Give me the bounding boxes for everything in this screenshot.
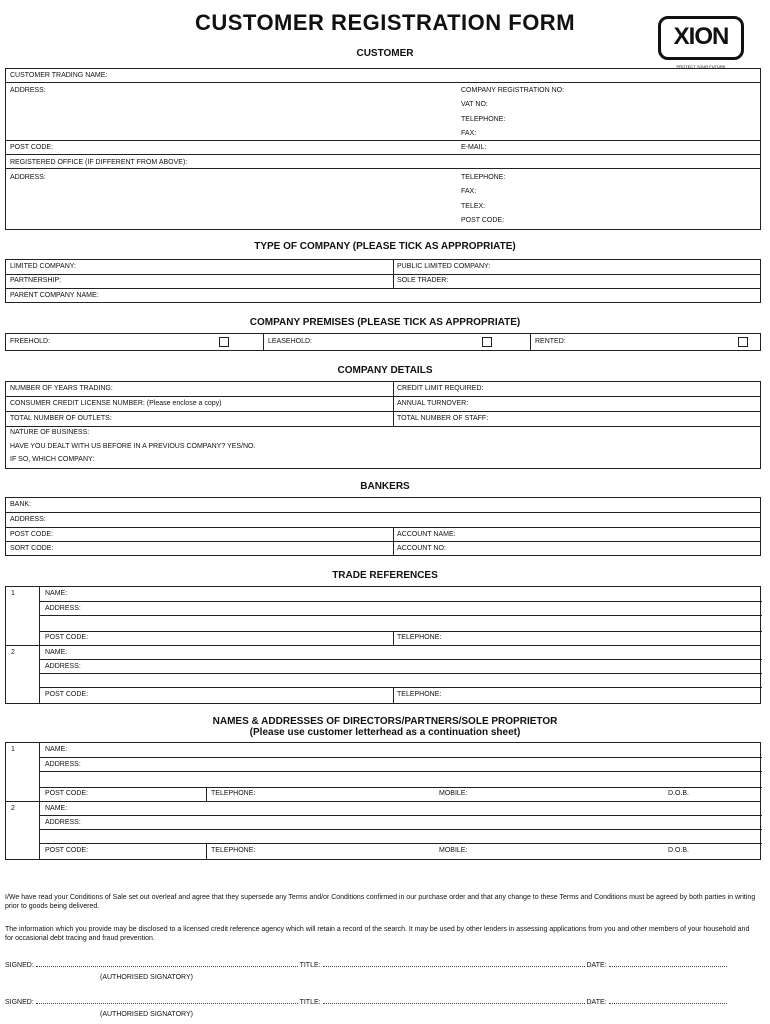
details-section-title: COMPANY DETAILS <box>337 365 433 376</box>
director-2-number: 2 <box>11 805 15 812</box>
directors-section-title: NAMES & ADDRESSES OF DIRECTORS/PARTNERS/SOLE PROPRIETOR <box>212 716 558 727</box>
trading-name-field[interactable]: CUSTOMER TRADING NAME: <box>10 72 108 79</box>
reference-2-telephone-field[interactable]: TELEPHONE: <box>397 691 442 698</box>
registered-fax-field[interactable]: FAX: <box>461 188 477 195</box>
signature-field-2[interactable] <box>36 998 298 1004</box>
title-label-1: TITLE: <box>299 962 321 969</box>
details-section <box>5 381 761 469</box>
sort-code-field[interactable]: SORT CODE: <box>10 545 54 552</box>
telephone-field[interactable]: TELEPHONE: <box>461 116 506 123</box>
director-1-name-field[interactable]: NAME: <box>45 746 68 753</box>
director-1-address-field[interactable]: ADDRESS: <box>45 761 81 768</box>
bankers-section-title: BANKERS <box>360 481 410 492</box>
director-2-post-code-field[interactable]: POST CODE: <box>45 847 89 854</box>
account-name-field[interactable]: ACCOUNT NAME: <box>397 531 456 538</box>
premises-section-title: COMPANY PREMISES (PLEASE TICK AS APPROPRIATE) <box>249 317 521 328</box>
directors-section-subtitle: (Please use customer letterhead as a continuation sheet) <box>249 727 521 738</box>
terms-paragraph: I/We have read your Conditions of Sale set out overleaf and agree that they supersede any Terms and/or Conditions confirmed in our purchase order and that any change to these Terms and Conditions must be agreed by both parties in writing prior to goods being delivered. <box>5 894 756 910</box>
freehold-label: FREEHOLD: <box>10 338 51 345</box>
customer-section-title: CUSTOMER <box>356 48 414 59</box>
date-field-1[interactable] <box>609 961 727 967</box>
years-trading-field[interactable]: NUMBER OF YEARS TRADING: <box>10 385 113 392</box>
rented-label: RENTED: <box>535 338 566 345</box>
bank-post-code-field[interactable]: POST CODE: <box>10 531 54 538</box>
post-code-field[interactable]: POST CODE: <box>10 144 54 151</box>
leasehold-checkbox[interactable] <box>482 337 492 347</box>
title-field-2[interactable] <box>323 998 585 1004</box>
registered-telephone-field[interactable]: TELEPHONE: <box>461 174 506 181</box>
nature-of-business-field[interactable]: NATURE OF BUSINESS: <box>10 429 90 436</box>
director-2-telephone-field[interactable]: TELEPHONE: <box>211 847 256 854</box>
references-section <box>5 586 761 704</box>
bankers-section <box>5 497 761 556</box>
authorised-signatory-1: (AUTHORISED SIGNATORY) <box>100 974 193 981</box>
bank-address-field[interactable]: ADDRESS: <box>10 516 46 523</box>
reference-1-address-field[interactable]: ADDRESS: <box>45 605 81 612</box>
freehold-checkbox[interactable] <box>219 337 229 347</box>
director-2-dob-field[interactable]: D.O.B. <box>668 847 690 854</box>
account-no-field[interactable]: ACCOUNT NO: <box>397 545 446 552</box>
address-field[interactable]: ADDRESS: <box>10 87 46 94</box>
date-field-2[interactable] <box>609 998 727 1004</box>
title-label-2: TITLE: <box>299 999 321 1006</box>
signature-line-2 <box>5 998 757 1006</box>
director-1-dob-field[interactable]: D.O.B. <box>668 790 690 797</box>
privacy-paragraph: The information which you provide may be disclosed to a licensed credit reference agency which will retain a record of the search. It may be used by other lenders in assessing applications from you and other members of your household and for occasional debt tracing and fraud prevention. <box>5 926 750 942</box>
reference-1-number: 1 <box>11 590 15 597</box>
logo-tagline: PROTECT YOUR FUTURE <box>676 64 726 69</box>
vat-field[interactable]: VAT NO: <box>461 101 488 108</box>
rented-checkbox[interactable] <box>738 337 748 347</box>
director-1-mobile-field[interactable]: MOBILE: <box>439 790 468 797</box>
director-1-post-code-field[interactable]: POST CODE: <box>45 790 89 797</box>
registered-address-field[interactable]: ADDRESS: <box>10 174 46 181</box>
director-2-mobile-field[interactable]: MOBILE: <box>439 847 468 854</box>
which-company-field[interactable]: IF SO, WHICH COMPANY: <box>10 456 95 463</box>
plc-field[interactable]: PUBLIC LIMITED COMPANY: <box>397 263 491 270</box>
director-1-telephone-field[interactable]: TELEPHONE: <box>211 790 256 797</box>
parent-company-field[interactable]: PARENT COMPANY NAME: <box>10 292 99 299</box>
staff-field[interactable]: TOTAL NUMBER OF STAFF: <box>397 415 489 422</box>
limited-company-field[interactable]: LIMITED COMPANY: <box>10 263 76 270</box>
signed-label-2: SIGNED: <box>5 999 34 1006</box>
director-2-name-field[interactable]: NAME: <box>45 805 68 812</box>
reference-2-name-field[interactable]: NAME: <box>45 649 68 656</box>
title-field-1[interactable] <box>323 961 585 967</box>
ccl-number-field[interactable]: CONSUMER CREDIT LICENSE NUMBER: (Please enclose a copy) <box>10 400 222 407</box>
reference-1-name-field[interactable]: NAME: <box>45 590 68 597</box>
leasehold-label: LEASEHOLD: <box>268 338 312 345</box>
form-title: CUSTOMER REGISTRATION FORM <box>194 10 576 35</box>
reference-2-address-field[interactable]: ADDRESS: <box>45 663 81 670</box>
authorised-signatory-2: (AUTHORISED SIGNATORY) <box>100 1011 193 1018</box>
date-label-1: DATE: <box>586 962 607 969</box>
reference-1-post-code-field[interactable]: POST CODE: <box>45 634 89 641</box>
logo-text: XION <box>673 23 729 50</box>
outlets-field[interactable]: TOTAL NUMBER OF OUTLETS: <box>10 415 112 422</box>
company-type-section <box>5 259 761 303</box>
signed-label-1: SIGNED: <box>5 962 34 969</box>
fax-field[interactable]: FAX: <box>461 130 477 137</box>
signature-line-1 <box>5 961 757 969</box>
partnership-field[interactable]: PARTNERSHIP: <box>10 277 62 284</box>
sole-trader-field[interactable]: SOLE TRADER: <box>397 277 449 284</box>
director-1-number: 1 <box>11 746 15 753</box>
reference-2-post-code-field[interactable]: POST CODE: <box>45 691 89 698</box>
directors-section <box>5 742 761 860</box>
company-reg-field[interactable]: COMPANY REGISTRATION NO: <box>461 87 565 94</box>
date-label-2: DATE: <box>586 999 607 1006</box>
signature-field-1[interactable] <box>36 961 298 967</box>
references-section-title: TRADE REFERENCES <box>332 570 438 581</box>
turnover-field[interactable]: ANNUAL TURNOVER: <box>397 400 469 407</box>
company-type-section-title: TYPE OF COMPANY (PLEASE TICK AS APPROPRIATE) <box>254 241 516 252</box>
bank-field[interactable]: BANK: <box>10 501 32 508</box>
premises-section <box>5 333 761 351</box>
registered-office-field[interactable]: REGISTERED OFFICE (IF DIFFERENT FROM ABOVE): <box>10 159 188 166</box>
telex-field[interactable]: TELEX: <box>461 203 486 210</box>
customer-section <box>5 68 761 230</box>
reference-1-telephone-field[interactable]: TELEPHONE: <box>397 634 442 641</box>
reference-2-number: 2 <box>11 649 15 656</box>
dealt-before-field[interactable]: HAVE YOU DEALT WITH US BEFORE IN A PREVIOUS COMPANY? YES/NO. <box>10 443 256 450</box>
registered-post-code-field[interactable]: POST CODE: <box>461 217 505 224</box>
email-field[interactable]: E-MAIL: <box>461 144 487 151</box>
credit-limit-field[interactable]: CREDIT LIMIT REQUIRED: <box>397 385 484 392</box>
director-2-address-field[interactable]: ADDRESS: <box>45 819 81 826</box>
